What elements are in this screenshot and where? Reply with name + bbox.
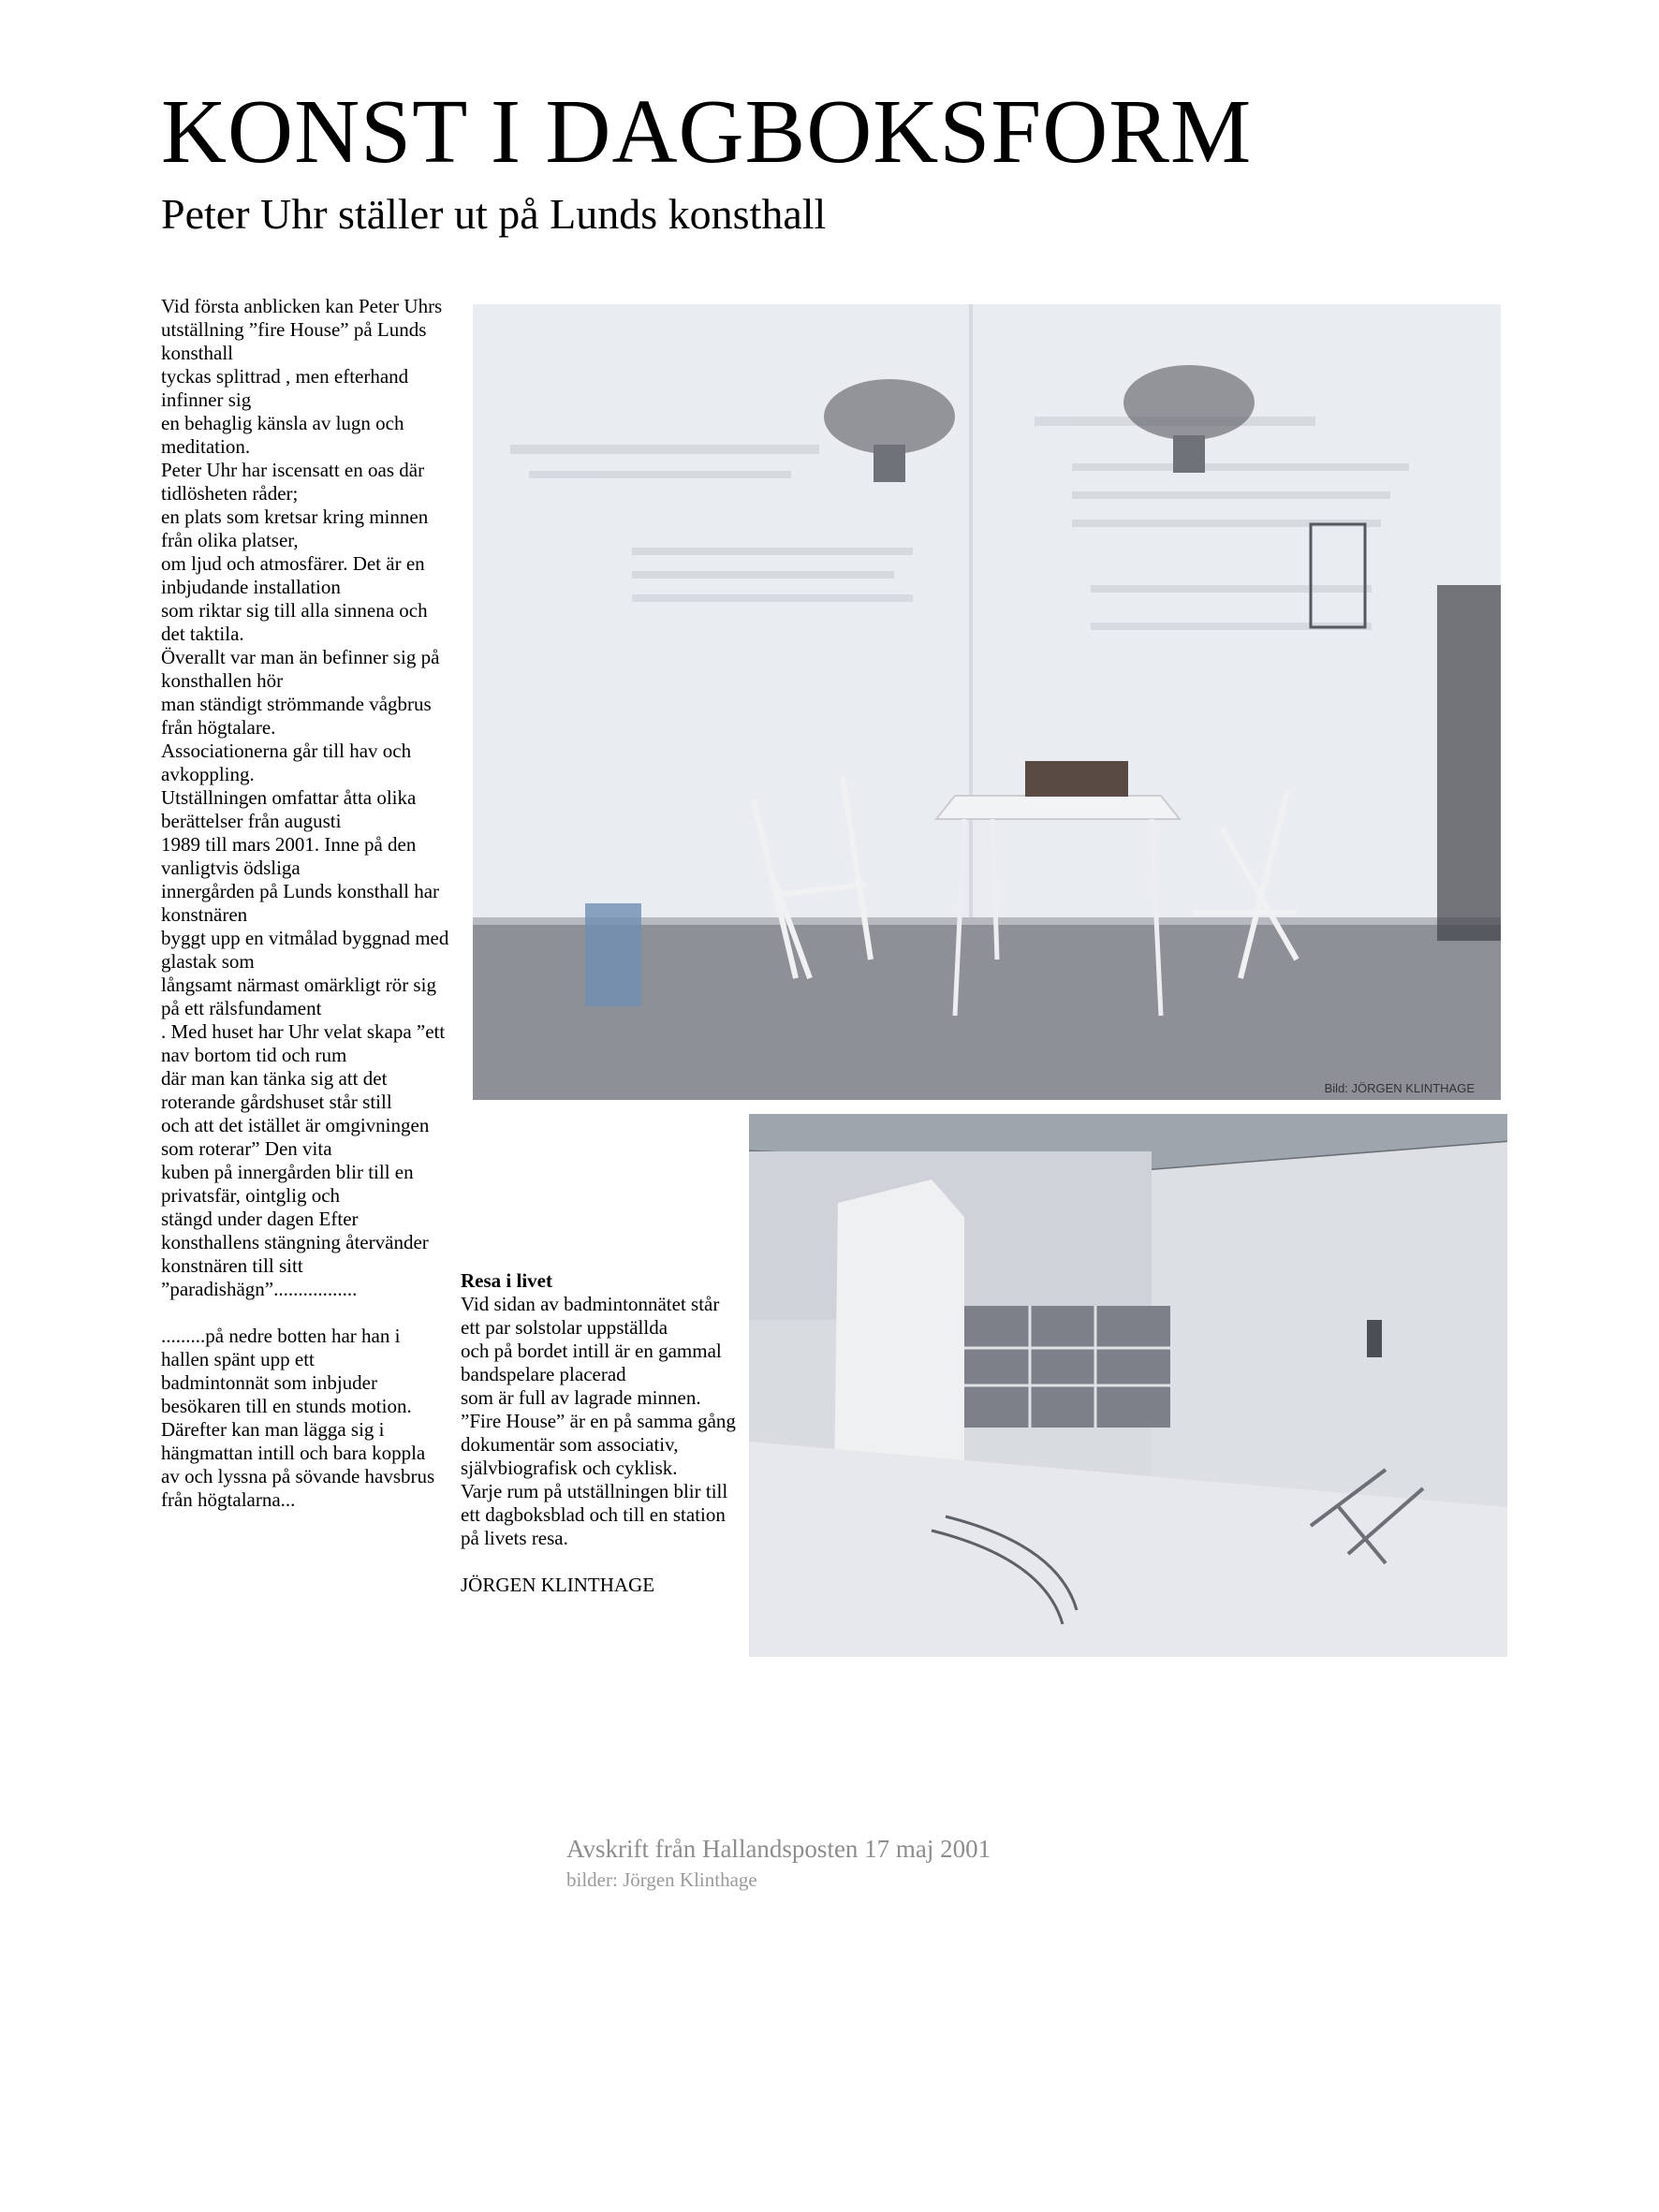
photo-illustration (749, 1114, 1507, 1657)
body-line: och att det istället är omgivningen som roterar” Den vita (161, 1114, 430, 1160)
body-line: byggt upp en vitmålad byggnad med glastak som (161, 927, 449, 973)
body-line: långsamt närmast omärkligt rör sig på ett rälsfundament (161, 974, 436, 1019)
body-line: konstnären till sitt ”paradishägn”................. (161, 1254, 358, 1300)
body-line: av och lyssna på sövande havsbrus från högtalarna... (161, 1465, 435, 1511)
source-note: Avskrift från Hallandsposten 17 maj 2001 (566, 1835, 991, 1863)
body-line: Därefter kan man lägga sig i hängmattan intill och bara koppla (161, 1418, 426, 1464)
body-line: Peter Uhr har iscensatt en oas där tidlösheten råder; (161, 459, 425, 505)
body-line: där man kan tänka sig att det roterande gårdshuset står still (161, 1067, 392, 1113)
body-line: ”Fire House” är en på samma gång dokumentär som associativ, (461, 1410, 736, 1456)
body-line: badmintonnät som inbjuder besökaren till en stunds motion. (161, 1371, 412, 1417)
body-line: Vid första anblicken kan Peter Uhrs (161, 295, 443, 317)
body-line: 1989 till mars 2001. Inne på den vanligtvis ödsliga (161, 833, 417, 879)
article-subtitle: Peter Uhr ställer ut på Lunds konsthall (161, 190, 827, 238)
body-line: tyckas splittrad , men efterhand infinner sig (161, 365, 409, 411)
body-line: en plats som kretsar kring minnen från olika platser, (161, 505, 429, 551)
body-line: Associationerna går till hav och avkoppling. (161, 740, 412, 785)
photo-credit: Bild: JÖRGEN KLINTHAGE (1324, 1081, 1475, 1095)
body-line: utställning ”fire House” på Lunds konsthall (161, 318, 427, 364)
body-line: kuben på innergården blir till en privatsfär, ointglig och (161, 1161, 414, 1207)
section-heading: Resa i livet (461, 1269, 552, 1292)
article-title: KONST I DAGBOKSFORM (161, 81, 1253, 182)
body-line: innergården på Lunds konsthall har konstnären (161, 880, 440, 926)
photo-illustration (473, 304, 1501, 1100)
photo-credit-note: bilder: Jörgen Klinthage (566, 1868, 757, 1891)
body-line: .........på nedre botten har han i hallen spänt upp ett (161, 1325, 401, 1370)
body-line: en behaglig känsla av lugn och meditation. (161, 412, 404, 458)
body-line: stängd under dagen Efter konsthallens stängning återvänder (161, 1208, 429, 1253)
body-line: Överallt var man än befinner sig på konsthallen hör (161, 646, 440, 692)
body-line: man ständigt strömmande vågbrus från högtalare. (161, 693, 432, 739)
body-line: om ljud och atmosfärer. Det är en inbjudande installation (161, 552, 425, 598)
byline: JÖRGEN KLINTHAGE (461, 1574, 655, 1596)
body-line: självbiografisk och cyklisk. (461, 1457, 678, 1479)
brochure-rack (585, 903, 641, 1006)
left-column-text (161, 295, 451, 1512)
body-line: som är full av lagrade minnen. (461, 1386, 701, 1409)
body-line: Utställningen omfattar åtta olika berättelser från augusti (161, 786, 417, 832)
exhibition-photo-courtyard (749, 1114, 1507, 1657)
body-line: som riktar sig till alla sinnena och det taktila. (161, 599, 428, 645)
mid-column-text (461, 1269, 741, 1597)
paragraph-gap (461, 1550, 741, 1574)
body-line: Varje rum på utställningen blir till (461, 1480, 728, 1502)
exhibition-photo-table-chairs (473, 304, 1501, 1100)
body-line: Vid sidan av badmintonnätet står ett par solstolar uppställda (461, 1293, 720, 1339)
body-line: . Med huset har Uhr velat skapa ”ett nav bortom tid och rum (161, 1020, 446, 1066)
paragraph-gap (161, 1301, 451, 1325)
body-line: ett dagboksblad och till en station på livets resa. (461, 1503, 726, 1549)
body-line: och på bordet intill är en gammal bandspelare placerad (461, 1340, 722, 1385)
